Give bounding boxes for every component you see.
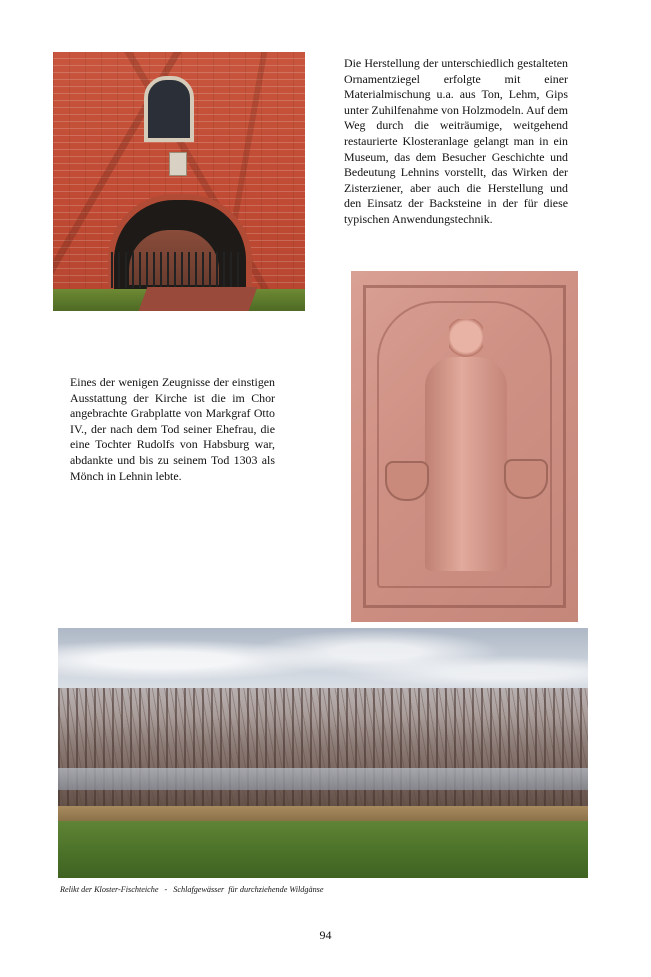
- tomb-slab-photo: [351, 271, 578, 622]
- brick-path: [139, 287, 258, 311]
- caption-part-1: Relikt der Kloster-Fischteiche: [60, 885, 159, 894]
- caption-separator: -: [164, 885, 168, 894]
- monk-figure-head: [449, 319, 483, 359]
- fish-ponds-landscape-photo: [58, 628, 588, 878]
- gatehouse-photo: [53, 52, 305, 311]
- bare-tree-line: [58, 688, 588, 813]
- photo-caption: [60, 885, 600, 895]
- iron-gate: [111, 252, 241, 288]
- wall-plaque: [169, 152, 187, 176]
- paragraph-tomb-slab: Eines der wenigen Zeugnisse der einstigen Ausstattung der Kirche ist die im Chor angebrachte Grabplatte von Markgraf Otto IV., der nach dem Tod seiner Ehefrau, die eine Tochter Rudolfs von Habsburg war, abdankte und bis zu seinem Tod 1303 als Mönch in Lehnin lebte.: [70, 375, 275, 483]
- page-number: 94: [319, 928, 332, 942]
- coat-of-arms-left: [385, 461, 429, 501]
- reed-belt: [58, 806, 588, 822]
- arched-window: [144, 76, 194, 142]
- pond-water: [58, 768, 588, 790]
- coat-of-arms-right: [504, 459, 548, 499]
- paragraph-ornament-bricks: Die Herstellung der unterschiedlich gestalteten Ornamentziegel erfolgte mit einer Materialmischung u.a. aus Ton, Lehm, Gips unter Zuhilfenahme von Holzmodeln. Auf dem Weg durch die weiträumige, weitgehend restaurierte Klosteranlage gelangt man in ein Museum, das dem Besucher Geschichte und Bedeutung Lehnins vorstellt, das Wirken der Zisterziener, aber auch die Herstellung und den Einsatz der Backsteine in der für diese typischen Anwendungstechnik.: [344, 56, 568, 226]
- green-meadow: [58, 821, 588, 878]
- caption-part-2: Schlafgewässer für durchziehende Wildgänse: [173, 885, 324, 894]
- monk-figure-body: [425, 357, 507, 571]
